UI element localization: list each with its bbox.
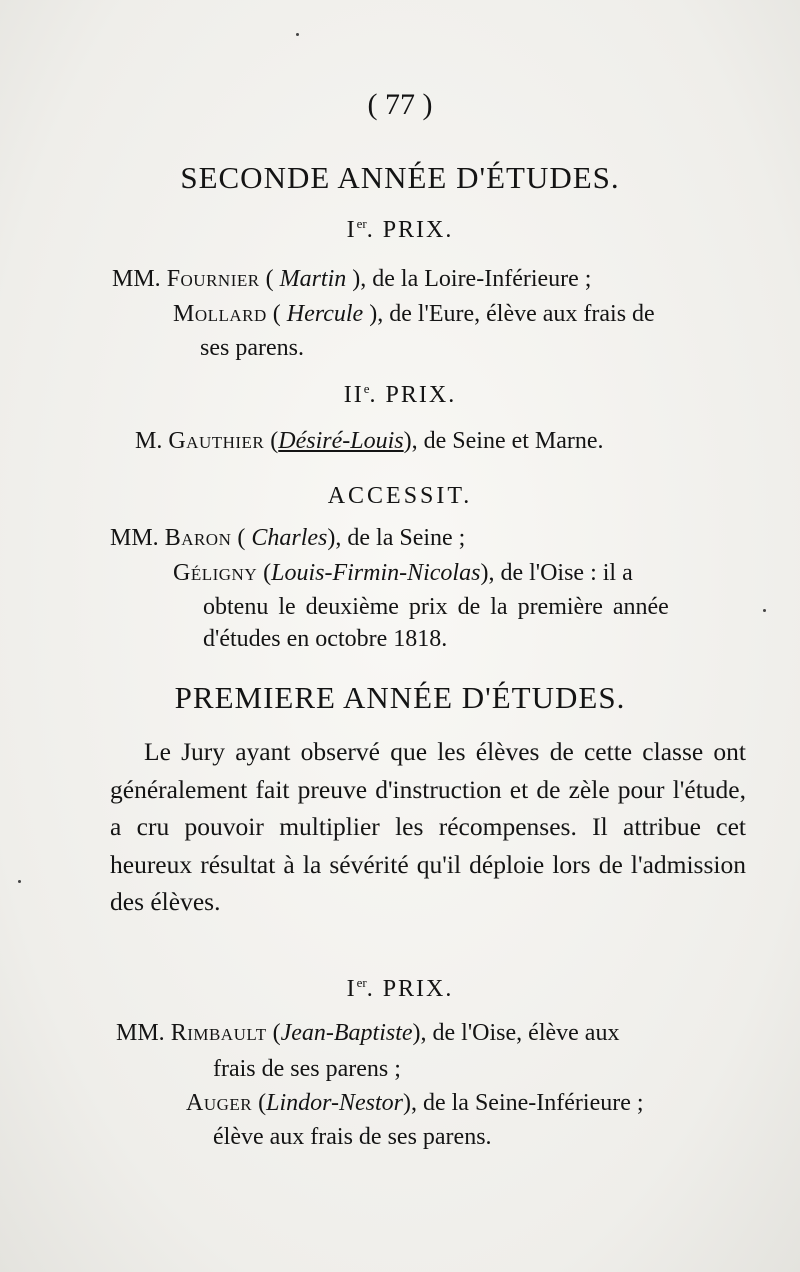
laureate-entry xyxy=(186,1090,644,1117)
honorific: MM. xyxy=(112,266,161,292)
laureate-entry xyxy=(112,266,591,293)
paren-open: ( xyxy=(266,301,287,327)
paren-close: ) xyxy=(327,525,336,551)
paren-open: ( xyxy=(231,525,252,551)
laureate-entry xyxy=(110,525,465,552)
scan-speck xyxy=(296,33,299,36)
scan-speck xyxy=(18,880,21,883)
paren-open: ( xyxy=(266,1020,281,1046)
entry-continuation: frais de ses parens ; xyxy=(213,1056,401,1082)
laureate-origin: , de l'Oise, élève aux xyxy=(420,1020,620,1046)
paren-close: ) xyxy=(480,560,489,586)
prize-numeral: II xyxy=(343,382,364,408)
laureate-given-name: Hercule xyxy=(286,301,364,327)
section-heading-first-year: PREMIERE ANNÉE D'ÉTUDES. xyxy=(174,680,626,715)
prize-word: . PRIX. xyxy=(369,382,457,408)
second-prize-label xyxy=(0,381,800,409)
scan-speck xyxy=(763,609,766,612)
laureate-entry xyxy=(116,1020,619,1047)
honorific: MM. xyxy=(110,525,159,551)
paren-close: ) xyxy=(363,301,378,327)
laureate-surname: Gauthier xyxy=(168,428,265,454)
prize-word: . PRIX. xyxy=(366,976,454,1002)
laureate-given-name: Lindor-Nestor xyxy=(266,1090,403,1116)
laureate-given-name: Charles xyxy=(251,525,328,551)
paren-open: ( xyxy=(259,266,280,292)
laureate-surname: Baron xyxy=(164,525,232,551)
page-number: ( 77 ) xyxy=(367,88,433,121)
laureate-origin: , de l'Eure, élève aux frais de xyxy=(377,301,655,327)
laureate-origin: , de la Seine-Inférieure ; xyxy=(410,1090,644,1116)
laureate-surname: Mollard xyxy=(173,301,267,327)
accessit-label: ACCESSIT. xyxy=(327,483,473,509)
paragraph-text: Le Jury ayant observé que les élèves de cette classe ont généralement fait preuve d'instruction et de zèle pour l'étude, a cru pouvoir multiplier les récompenses. Il attribue cet heureux résultat à la sévérité qu'il déploie lors de l'admission des élèves. xyxy=(110,737,746,916)
laureate-origin: , de la Seine ; xyxy=(335,525,466,551)
laureate-entry xyxy=(173,560,633,587)
prize-numeral: I xyxy=(346,217,357,243)
laureate-surname: Fournier xyxy=(166,266,260,292)
section-heading-second-year: SECONDE ANNÉE D'ÉTUDES. xyxy=(180,160,620,195)
entry-continuation: élève aux frais de ses parens. xyxy=(213,1124,492,1150)
honorific: MM. xyxy=(116,1020,165,1046)
entry-continuation: ses parens. xyxy=(200,335,304,361)
honorific: M. xyxy=(135,428,163,454)
prize-superscript: er xyxy=(356,975,367,990)
laureate-origin: , de Seine et Marne. xyxy=(411,428,604,454)
paren-open: ( xyxy=(264,428,279,454)
laureate-surname: Géligny xyxy=(173,560,258,586)
prize-superscript: er xyxy=(356,216,367,231)
jury-paragraph xyxy=(110,733,746,921)
paren-close: ) xyxy=(346,266,361,292)
paren-close: ) xyxy=(403,428,412,454)
paren-open: ( xyxy=(252,1090,267,1116)
laureate-surname: Auger xyxy=(186,1090,253,1116)
first-prize-label xyxy=(0,216,800,244)
laureate-given-name: Martin xyxy=(279,266,347,292)
paren-close: ) xyxy=(402,1090,411,1116)
laureate-origin: , de l'Oise : il a xyxy=(488,560,633,586)
laureate-given-name: Jean-Baptiste xyxy=(280,1020,413,1046)
paren-close: ) xyxy=(412,1020,421,1046)
laureate-surname: Rimbault xyxy=(170,1020,267,1046)
laureate-given-name: Louis-Firmin-Nicolas xyxy=(271,560,481,586)
laureate-origin: , de la Loire-Inférieure ; xyxy=(360,266,592,292)
entry-continuation: obtenu le deuxième prix de la première année xyxy=(203,594,669,620)
prize-numeral: I xyxy=(346,976,357,1002)
laureate-entry xyxy=(173,301,655,328)
first-prize-label xyxy=(0,975,800,1003)
prize-superscript: e xyxy=(363,381,370,396)
paren-open: ( xyxy=(257,560,272,586)
laureate-entry xyxy=(135,428,604,455)
entry-continuation: d'études en octobre 1818. xyxy=(203,626,448,652)
prize-word: . PRIX. xyxy=(366,217,454,243)
laureate-given-name: Désiré-Louis xyxy=(278,428,404,454)
